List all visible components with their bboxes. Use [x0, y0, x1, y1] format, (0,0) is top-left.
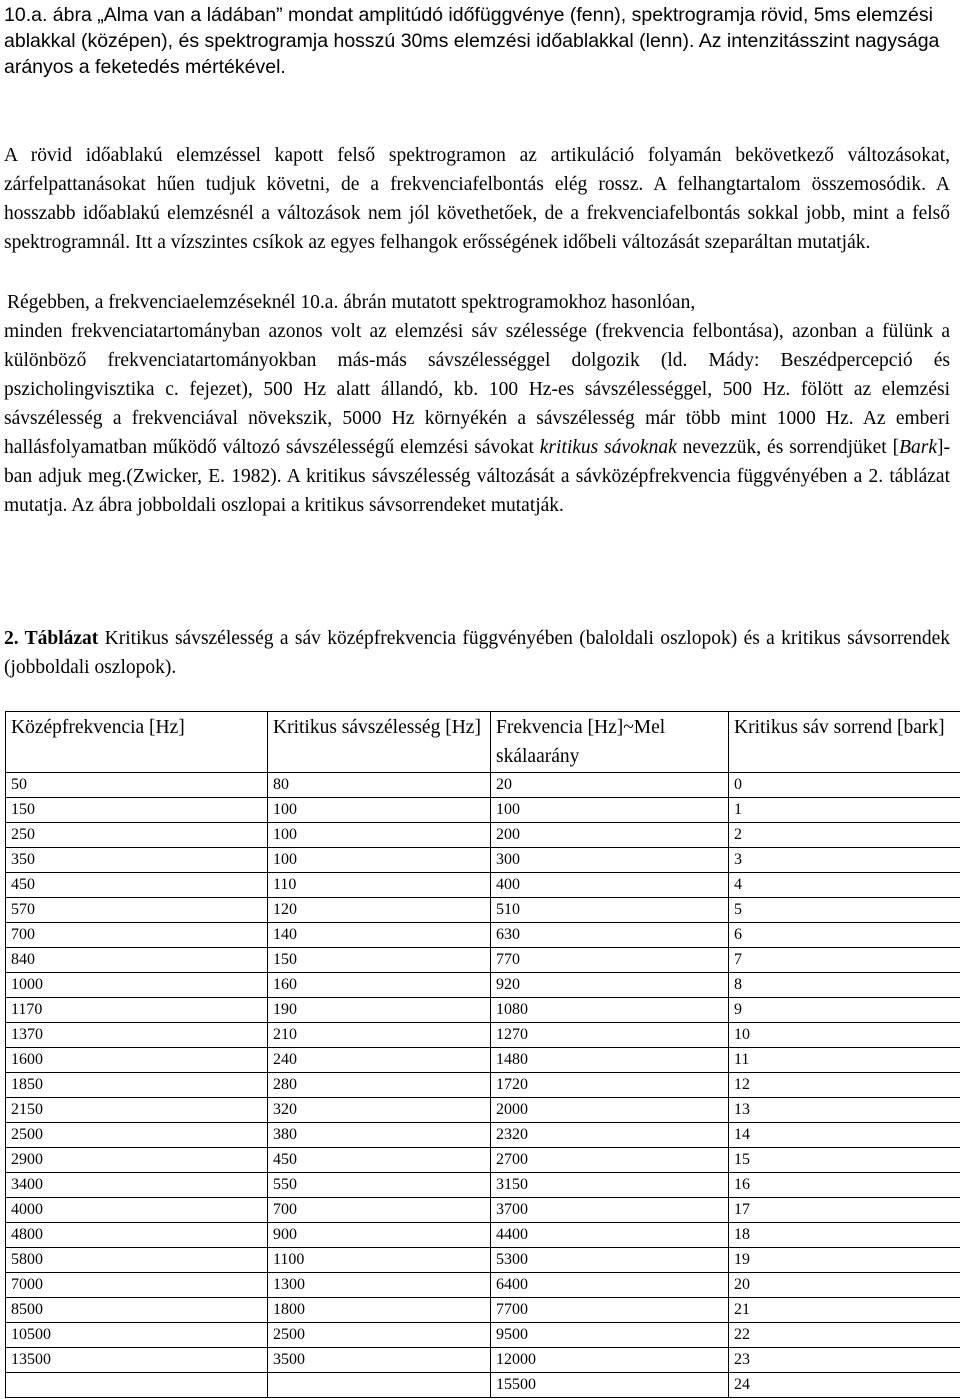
table-cell: 3400 [6, 1173, 268, 1198]
table-caption [4, 624, 950, 682]
table-cell: 190 [268, 998, 491, 1023]
table-row [6, 948, 960, 973]
table-cell: 570 [6, 898, 268, 923]
table-cell: 100 [268, 823, 491, 848]
table-cell: 1850 [6, 1073, 268, 1098]
table-cell: 450 [268, 1148, 491, 1173]
table-row [6, 798, 960, 823]
table-cell [6, 1373, 268, 1398]
table-cell: 1720 [491, 1073, 729, 1098]
table-cell: 12000 [491, 1348, 729, 1373]
table-body [6, 773, 960, 1398]
table-cell: 2900 [6, 1148, 268, 1173]
table-cell: 20 [491, 773, 729, 798]
header-frequency-mel: Frekvencia [Hz]~Mel skálaarány [491, 712, 729, 773]
table-row [6, 923, 960, 948]
table-cell: 20 [729, 1273, 960, 1298]
table-cell: 1270 [491, 1023, 729, 1048]
table-row [6, 1173, 960, 1198]
table-cell: 320 [268, 1098, 491, 1123]
table-cell: 350 [6, 848, 268, 873]
table-cell: 450 [6, 873, 268, 898]
italic-term-kritikus-savok: kritikus sávoknak [539, 437, 677, 458]
table-cell: 920 [491, 973, 729, 998]
table-cell: 1100 [268, 1248, 491, 1273]
table-cell: 17 [729, 1198, 960, 1223]
table-cell: 9 [729, 998, 960, 1023]
table-cell: 840 [6, 948, 268, 973]
table-row [6, 1348, 960, 1373]
table-cell: 22 [729, 1323, 960, 1348]
table-cell: 15500 [491, 1373, 729, 1398]
table-cell: 1 [729, 798, 960, 823]
table-cell: 3150 [491, 1173, 729, 1198]
table-row [6, 1248, 960, 1273]
table-cell: 19 [729, 1248, 960, 1273]
table-cell: 1000 [6, 973, 268, 998]
table-header-row [6, 712, 960, 773]
table-cell: 2150 [6, 1098, 268, 1123]
table-cell: 11 [729, 1048, 960, 1073]
table-row [6, 973, 960, 998]
paragraph-first-line: Régebben, a frekvenciaelemzéseknél 10.a. ábrán mutatott spektrogramokhoz hasonlóan, [7, 292, 696, 313]
table-cell: 0 [729, 773, 960, 798]
table-cell: 2500 [6, 1123, 268, 1148]
table-cell: 1370 [6, 1023, 268, 1048]
table-cell: 4 [729, 873, 960, 898]
table-cell: 160 [268, 973, 491, 998]
table-cell: 80 [268, 773, 491, 798]
header-critical-bandwidth: Kritikus sávszélesség [Hz] [268, 712, 491, 773]
table-cell: 13500 [6, 1348, 268, 1373]
table-cell: 1300 [268, 1273, 491, 1298]
table-cell: 5 [729, 898, 960, 923]
table-cell: 150 [268, 948, 491, 973]
table-cell: 2 [729, 823, 960, 848]
table-cell: 7 [729, 948, 960, 973]
table-cell: 770 [491, 948, 729, 973]
table-cell: 23 [729, 1348, 960, 1373]
table-row [6, 873, 960, 898]
table-cell: 1480 [491, 1048, 729, 1073]
table-row [6, 1073, 960, 1098]
table-cell: 7700 [491, 1298, 729, 1323]
table-row [6, 1223, 960, 1248]
table-cell: 280 [268, 1073, 491, 1098]
table-row [6, 1123, 960, 1148]
table-row [6, 1323, 960, 1348]
table-cell: 4400 [491, 1223, 729, 1248]
table-cell: 8500 [6, 1298, 268, 1323]
table-cell: 12 [729, 1073, 960, 1098]
table-cell: 240 [268, 1048, 491, 1073]
table-cell [268, 1373, 491, 1398]
table-row [6, 1273, 960, 1298]
table-cell: 150 [6, 798, 268, 823]
table-row [6, 773, 960, 798]
table-row [6, 1198, 960, 1223]
table-cell: 10500 [6, 1323, 268, 1348]
table-caption-label: 2. Táblázat [4, 628, 99, 649]
figure-caption: 10.a. ábra „Alma van a ládában” mondat amplitúdó időfüggvénye (fenn), spektrogramja rövid, 5ms elemzési ablakkal (középen), és spektrogramja hosszú 30ms elemzési időablakkal (lenn). Az intenzitásszint nagysága arányos a feketedés mértékével. [4, 4, 940, 78]
table-cell: 400 [491, 873, 729, 898]
table-cell: 24 [729, 1373, 960, 1398]
header-bark-order: Kritikus sáv sorrend [bark] [729, 712, 960, 773]
table-cell: 13 [729, 1098, 960, 1123]
table-cell: 21 [729, 1298, 960, 1323]
table-cell: 50 [6, 773, 268, 798]
table-row [6, 1023, 960, 1048]
table-cell: 7000 [6, 1273, 268, 1298]
table-row [6, 1373, 960, 1398]
italic-term-bark: Bark [899, 437, 937, 458]
table-cell: 100 [491, 798, 729, 823]
table-cell: 1080 [491, 998, 729, 1023]
critical-band-table [5, 711, 960, 1398]
paragraph-critical-bands [4, 288, 950, 520]
table-row [6, 848, 960, 873]
table-cell: 250 [6, 823, 268, 848]
table-cell: 3 [729, 848, 960, 873]
table-cell: 6 [729, 923, 960, 948]
table-cell: 3500 [268, 1348, 491, 1373]
table-cell: 550 [268, 1173, 491, 1198]
table-cell: 140 [268, 923, 491, 948]
table-row [6, 823, 960, 848]
table-cell: 2320 [491, 1123, 729, 1148]
table-cell: 120 [268, 898, 491, 923]
table-cell: 6400 [491, 1273, 729, 1298]
table-cell: 100 [268, 798, 491, 823]
table-cell: 2500 [268, 1323, 491, 1348]
table-row [6, 1048, 960, 1073]
table-row [6, 998, 960, 1023]
table-cell: 110 [268, 873, 491, 898]
table-cell: 16 [729, 1173, 960, 1198]
table-row [6, 1148, 960, 1173]
table-cell: 8 [729, 973, 960, 998]
paragraph-text-part2: nevezzük, és sorrendjüket [ [676, 437, 900, 458]
table-cell: 300 [491, 848, 729, 873]
table-cell: 2700 [491, 1148, 729, 1173]
table-cell: 15 [729, 1148, 960, 1173]
table-cell: 700 [6, 923, 268, 948]
table-cell: 4000 [6, 1198, 268, 1223]
table-cell: 380 [268, 1123, 491, 1148]
header-center-frequency: Középfrekvencia [Hz] [6, 712, 268, 773]
table-cell: 1800 [268, 1298, 491, 1323]
table-cell: 2000 [491, 1098, 729, 1123]
table-row [6, 898, 960, 923]
table-row [6, 1098, 960, 1123]
table-cell: 18 [729, 1223, 960, 1248]
table-cell: 1600 [6, 1048, 268, 1073]
paragraph-text-part1: minden frekvenciatartományban azonos volt az elemzési sáv szélessége (frekvencia felbontása), azonban a fülünk a különböző frekvenciatartományokban más-más sávszélességgel dolgozik (ld. Mády: Beszédpercepció és pszicholingvisztika c. fejezet), 500 Hz alatt állandó, kb. 100 Hz-es sávszélességgel, 500 Hz. fölött az elemzési sávszélesség a frekvenciával növekszik, 5000 Hz környékén a sávszélesség már több mint 1000 Hz. Az emberi hallásfolyamatban működő változó sávszélességű elemzési sávokat [4, 321, 950, 458]
table-row [6, 1298, 960, 1323]
table-cell: 700 [268, 1198, 491, 1223]
table-cell: 4800 [6, 1223, 268, 1248]
table-cell: 3700 [491, 1198, 729, 1223]
table-cell: 200 [491, 823, 729, 848]
table-cell: 510 [491, 898, 729, 923]
table-cell: 630 [491, 923, 729, 948]
table-cell: 1170 [6, 998, 268, 1023]
table-cell: 900 [268, 1223, 491, 1248]
table-cell: 100 [268, 848, 491, 873]
table-caption-text: Kritikus sávszélesség a sáv középfrekvencia függvényében (baloldali oszlopok) és a kritikus sávsorrendek (jobboldali oszlopok). [4, 628, 950, 678]
table-cell: 14 [729, 1123, 960, 1148]
table-cell: 10 [729, 1023, 960, 1048]
table-cell: 210 [268, 1023, 491, 1048]
table-cell: 5800 [6, 1248, 268, 1273]
paragraph-spectrogram-comparison: A rövid időablakú elemzéssel kapott felső spektrogramon az artikuláció folyamán bekövetkező változásokat, zárfelpattanásokat hűen tudjuk követni, de a frekvenciafelbontás elég rossz. A felhangtartalom összemosódik. A hosszabb időablakú elemzésnél a változások nem jól követhetőek, de a frekvenciafelbontás sokkal jobb, mint a felső spektrogramnál. Itt a vízszintes csíkok az egyes felhangok erősségének időbeli változását szeparáltan mutatják. [4, 145, 950, 253]
paragraph-text-part3: ]-ban adjuk meg.(Zwicker, E. 1982). A kritikus sávszélesség változását a sávközépfrekvencia függvényében a 2. táblázat mutatja. Az ábra jobboldali oszlopai a kritikus sávsorrendeket mutatják. [4, 437, 950, 516]
table-cell: 5300 [491, 1248, 729, 1273]
table-cell: 9500 [491, 1323, 729, 1348]
